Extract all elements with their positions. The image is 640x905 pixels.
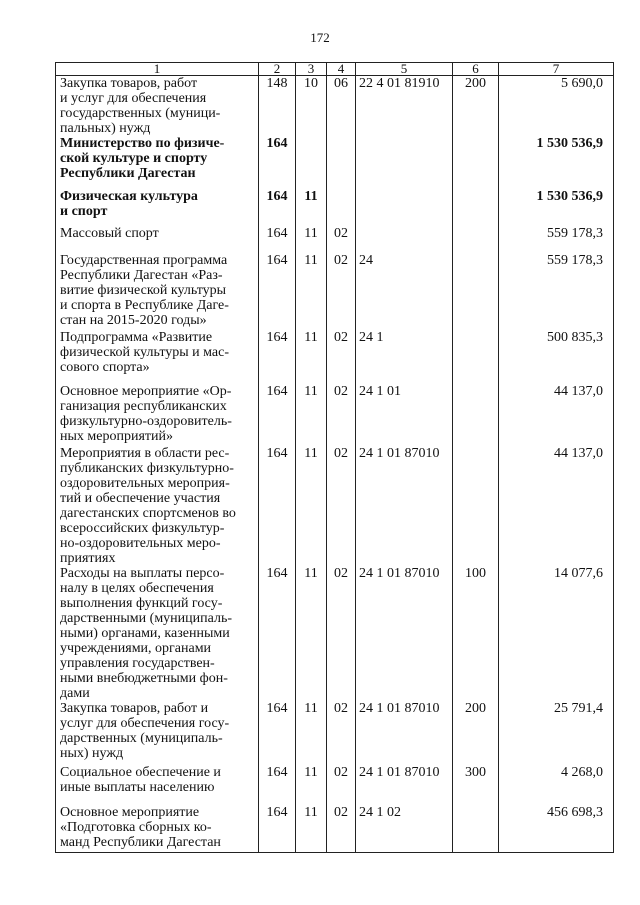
row-amount: 44 137,0 — [499, 446, 614, 566]
table-row — [56, 226, 614, 253]
row-amount: 559 178,3 — [499, 226, 614, 253]
row-code-target: 22 4 01 81910 — [356, 76, 453, 137]
row-amount: 44 137,0 — [499, 384, 614, 446]
row-code-ministry: 164 — [259, 253, 296, 330]
table-row — [56, 384, 614, 446]
row-code-target: 24 1 01 87010 — [356, 765, 453, 805]
row-code-ministry: 164 — [259, 330, 296, 384]
row-code-subsection: 02 — [327, 765, 356, 805]
row-code-subsection — [327, 189, 356, 226]
row-code-section: 11 — [296, 253, 327, 330]
row-amount: 500 835,3 — [499, 330, 614, 384]
row-name: Основное мероприятие «Ор- ганизация республиканских физкультурно-оздоровитель- ных мероприятий» — [56, 384, 259, 446]
table-body — [56, 76, 614, 853]
row-code-subsection: 02 — [327, 566, 356, 701]
row-code-section: 10 — [296, 76, 327, 137]
row-amount: 559 178,3 — [499, 253, 614, 330]
row-name: Закупка товаров, работ и услуг для обеспечения госу- дарственных (муниципаль- ных) нужд — [56, 701, 259, 765]
row-code-section: 11 — [296, 701, 327, 765]
table-row — [56, 136, 614, 189]
row-code-ministry: 164 — [259, 226, 296, 253]
table-row — [56, 330, 614, 384]
table-row — [56, 189, 614, 226]
row-code-subsection: 02 — [327, 330, 356, 384]
column-header-7: 7 — [499, 63, 614, 76]
row-code-subsection: 02 — [327, 226, 356, 253]
table-header-row — [56, 63, 614, 76]
row-code-ministry: 164 — [259, 701, 296, 765]
row-code-expense-type — [453, 384, 499, 446]
row-name: Закупка товаров, работ и услуг для обеспечения государственных (муници- пальных) нужд — [56, 76, 259, 137]
row-code-expense-type: 200 — [453, 701, 499, 765]
row-code-ministry: 164 — [259, 384, 296, 446]
table-row — [56, 253, 614, 330]
row-name: Расходы на выплаты персо- налу в целях обеспечения выполнения функций госу- дарственными (муниципаль- ными) органами, казенными учреждениями, органами управления государствен- ными внебюджетными фон- дами — [56, 566, 259, 701]
row-code-section — [296, 136, 327, 189]
row-amount: 25 791,4 — [499, 701, 614, 765]
row-code-subsection: 02 — [327, 701, 356, 765]
row-code-target: 24 1 01 87010 — [356, 566, 453, 701]
table-row — [56, 765, 614, 805]
row-code-subsection: 02 — [327, 446, 356, 566]
row-code-target: 24 — [356, 253, 453, 330]
row-code-section: 11 — [296, 330, 327, 384]
row-code-expense-type — [453, 330, 499, 384]
row-code-subsection: 06 — [327, 76, 356, 137]
row-name: Министерство по физиче- ской культуре и спорту Республики Дагестан — [56, 136, 259, 189]
row-amount: 1 530 536,9 — [499, 136, 614, 189]
budget-table — [55, 62, 614, 853]
row-code-subsection — [327, 136, 356, 189]
row-code-expense-type: 100 — [453, 566, 499, 701]
row-code-expense-type — [453, 253, 499, 330]
row-code-section: 11 — [296, 189, 327, 226]
row-name: Массовый спорт — [56, 226, 259, 253]
table-row — [56, 701, 614, 765]
row-code-section: 11 — [296, 805, 327, 852]
column-header-2: 2 — [259, 63, 296, 76]
row-code-ministry: 164 — [259, 765, 296, 805]
row-code-ministry: 148 — [259, 76, 296, 137]
row-code-section: 11 — [296, 566, 327, 701]
column-header-3: 3 — [296, 63, 327, 76]
row-amount: 14 077,6 — [499, 566, 614, 701]
row-amount: 5 690,0 — [499, 76, 614, 137]
column-header-4: 4 — [327, 63, 356, 76]
row-code-section: 11 — [296, 384, 327, 446]
row-name: Физическая культура и спорт — [56, 189, 259, 226]
row-code-target: 24 1 01 87010 — [356, 446, 453, 566]
row-amount: 4 268,0 — [499, 765, 614, 805]
row-code-ministry: 164 — [259, 189, 296, 226]
row-code-subsection: 02 — [327, 384, 356, 446]
row-name: Мероприятия в области рес- публиканских физкультурно- оздоровительных мероприя- тий и обеспечение участия дагестанских спортсменов во всероссийских физкультур- но-оздоровительных меро- приятиях — [56, 446, 259, 566]
row-code-target — [356, 136, 453, 189]
table-row — [56, 566, 614, 701]
column-header-6: 6 — [453, 63, 499, 76]
row-code-expense-type — [453, 805, 499, 852]
row-code-expense-type — [453, 136, 499, 189]
page-number: 172 — [310, 30, 330, 45]
row-name: Подпрограмма «Развитие физической культуры и мас- сового спорта» — [56, 330, 259, 384]
row-name: Основное мероприятие «Подготовка сборных ко- манд Республики Дагестан — [56, 805, 259, 852]
row-code-ministry: 164 — [259, 566, 296, 701]
row-code-ministry: 164 — [259, 446, 296, 566]
row-code-target — [356, 226, 453, 253]
row-code-subsection: 02 — [327, 805, 356, 852]
row-code-target — [356, 189, 453, 226]
row-code-section: 11 — [296, 765, 327, 805]
row-code-ministry: 164 — [259, 805, 296, 852]
row-code-target: 24 1 01 87010 — [356, 701, 453, 765]
table-row — [56, 76, 614, 137]
row-code-expense-type — [453, 226, 499, 253]
row-code-section: 11 — [296, 226, 327, 253]
row-name: Социальное обеспечение и иные выплаты населению — [56, 765, 259, 805]
row-code-expense-type — [453, 189, 499, 226]
row-amount: 1 530 536,9 — [499, 189, 614, 226]
table-row — [56, 446, 614, 566]
row-code-subsection: 02 — [327, 253, 356, 330]
row-code-ministry: 164 — [259, 136, 296, 189]
column-header-5: 5 — [356, 63, 453, 76]
row-name: Государственная программа Республики Дагестан «Раз- витие физической культуры и спорта в Республике Даге- стан на 2015-2020 годы» — [56, 253, 259, 330]
row-code-target: 24 1 01 — [356, 384, 453, 446]
row-code-target: 24 1 02 — [356, 805, 453, 852]
row-code-expense-type: 200 — [453, 76, 499, 137]
table-row — [56, 805, 614, 852]
row-amount: 456 698,3 — [499, 805, 614, 852]
column-header-1: 1 — [56, 63, 259, 76]
row-code-target: 24 1 — [356, 330, 453, 384]
row-code-section: 11 — [296, 446, 327, 566]
row-code-expense-type: 300 — [453, 765, 499, 805]
row-code-expense-type — [453, 446, 499, 566]
